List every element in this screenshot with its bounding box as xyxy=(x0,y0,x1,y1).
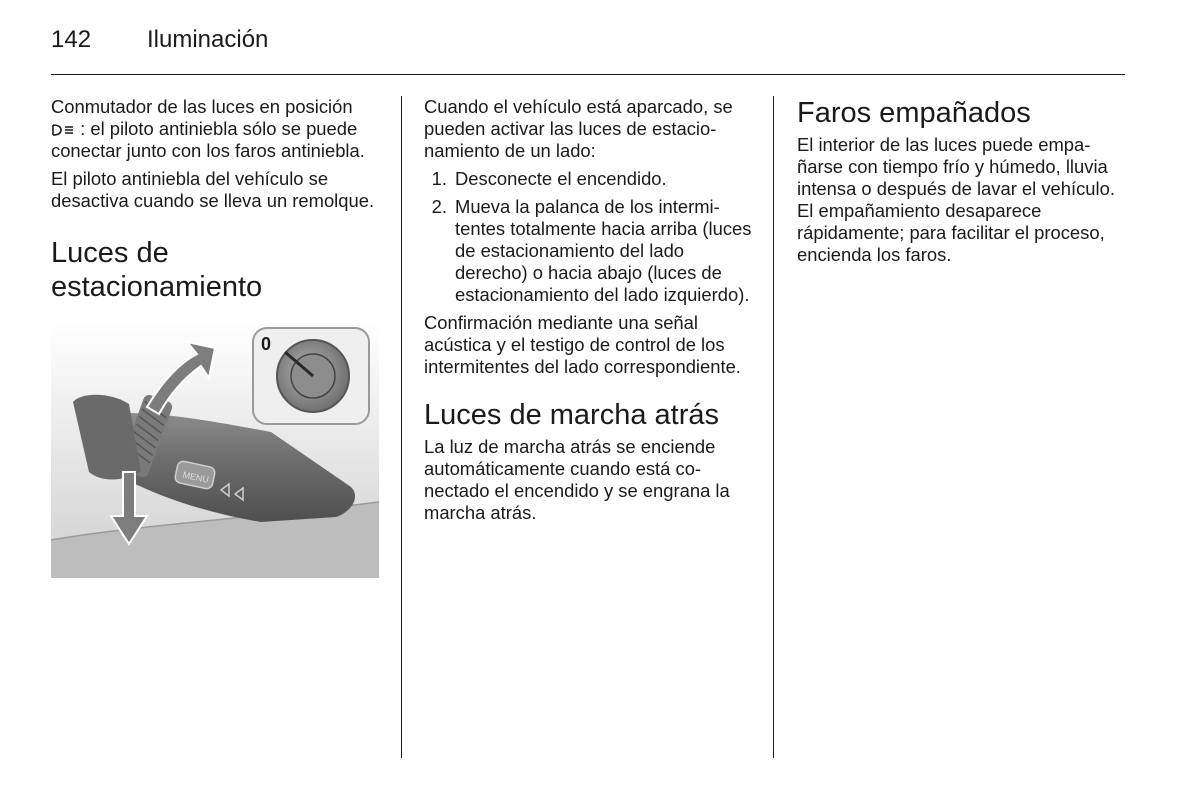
header-rule xyxy=(51,74,1125,75)
confirmation-paragraph: Confirmación mediante una señal acústica y el testigo de control de los intermitentes del lado correspondiente. xyxy=(424,312,741,377)
column-divider-1 xyxy=(401,96,402,758)
reverse-lights-paragraph: La luz de marcha atrás se enciende automáticamente cuando está conectado el encendido y se engrana la marcha atrás. xyxy=(424,436,730,523)
dial-label: 0 xyxy=(261,334,272,354)
fog-light-paragraph xyxy=(51,96,381,162)
menu-button-label: MENU xyxy=(181,469,210,485)
parking-lights-heading: Luces de estacionamiento xyxy=(51,237,263,303)
column-3 xyxy=(797,96,1127,272)
fog-light-text-rest: : el piloto antiniebla sólo se puede conectar junto con los faros antiniebla. xyxy=(51,118,365,161)
column-1 xyxy=(51,96,381,578)
page-number: 142 xyxy=(51,26,92,53)
fogged-headlamps-paragraph: El interior de las luces puede empañarse con tiempo frío y húmedo, lluvia intensa o después de lavar el vehículo. El empañamiento desaparece rápidamente; para facilitar el proceso, encienda los faros. xyxy=(797,134,1115,265)
column-2 xyxy=(424,96,760,530)
page-title: Iluminación xyxy=(147,26,269,53)
step-text: Desconecte el encendido. xyxy=(455,168,667,189)
parking-steps xyxy=(424,168,760,306)
step-item xyxy=(424,168,760,190)
column-divider-2 xyxy=(773,96,774,758)
parking-lights-figure xyxy=(51,322,379,578)
step-item xyxy=(424,196,760,306)
step-number: 1. xyxy=(431,168,447,189)
fogged-headlamps-heading: Faros empañados xyxy=(797,97,1031,129)
ignition-dial-inset xyxy=(253,328,369,424)
reverse-lights-heading: Luces de marcha atrás xyxy=(424,399,719,431)
parking-intro: Cuando el vehículo está aparcado, se pueden activar las luces de estacionamiento de un lado: xyxy=(424,96,733,161)
rear-fog-light-icon xyxy=(51,118,80,139)
step-number: 2. xyxy=(431,196,447,217)
step-text: Mueva la palanca de los intermitentes totalmente hacia arriba (luces de estacionamiento del lado derecho) o hacia abajo (luces de estacionamiento del lado izquierdo). xyxy=(455,196,752,305)
fog-light-text-prefix: Conmutador de las luces en posición xyxy=(51,96,353,117)
trailer-paragraph: El piloto antiniebla del vehículo se desactiva cuando se lleva un remolque. xyxy=(51,168,375,211)
